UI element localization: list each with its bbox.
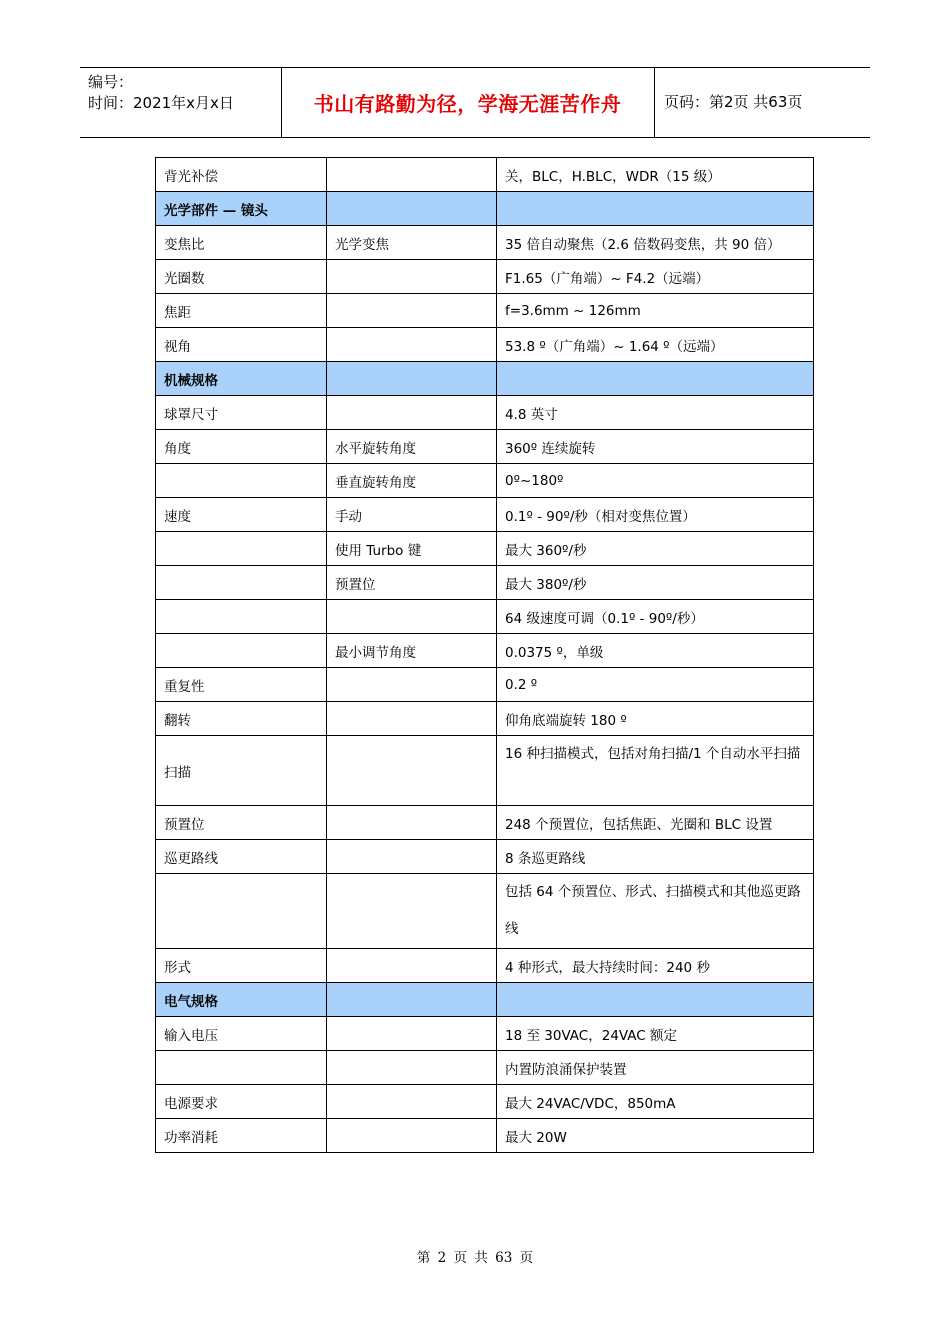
spec-subitem-cell — [327, 702, 497, 736]
header-divider-right — [654, 68, 655, 137]
spec-value-cell: 248 个预置位，包括焦距、光圈和 BLC 设置 — [497, 806, 814, 840]
spec-value-cell: 关，BLC，H.BLC，WDR（15 级） — [497, 158, 814, 192]
spec-name-cell: 电气规格 — [156, 983, 327, 1017]
spec-subitem-cell — [327, 840, 497, 874]
spec-name-cell — [156, 1051, 327, 1085]
table-row — [156, 736, 814, 806]
table-row — [156, 1017, 814, 1051]
page-footer: 第 2 页 共 63 页 — [416, 1250, 534, 1266]
spec-subitem-cell — [327, 294, 497, 328]
spec-name-cell: 功率消耗 — [156, 1119, 327, 1153]
spec-value-cell: 0.0375 º，单级 — [497, 634, 814, 668]
spec-name-cell — [156, 874, 327, 949]
spec-value-cell: 最大 380º/秒 — [497, 566, 814, 600]
spec-name-cell: 变焦比 — [156, 226, 327, 260]
spec-name-cell: 形式 — [156, 949, 327, 983]
spec-name-cell: 扫描 — [156, 736, 327, 806]
spec-subitem-cell: 使用 Turbo 键 — [327, 532, 497, 566]
spec-subitem-cell — [327, 668, 497, 702]
spec-subitem-cell — [327, 1119, 497, 1153]
table-row — [156, 430, 814, 464]
table-row — [156, 396, 814, 430]
spec-subitem-cell — [327, 362, 497, 396]
spec-subitem-cell: 垂直旋转角度 — [327, 464, 497, 498]
section-header-row — [156, 192, 814, 226]
spec-value-cell: 4 种形式，最大持续时间：240 秒 — [497, 949, 814, 983]
spec-subitem-cell — [327, 1085, 497, 1119]
spec-value-cell: 仰角底端旋转 180 º — [497, 702, 814, 736]
document-date-label: 时间：2021年x月x日 — [88, 94, 234, 112]
spec-value-cell: 18 至 30VAC，24VAC 额定 — [497, 1017, 814, 1051]
table-row — [156, 532, 814, 566]
spec-subitem-cell — [327, 1051, 497, 1085]
spec-name-cell — [156, 532, 327, 566]
table-row — [156, 806, 814, 840]
table-row — [156, 464, 814, 498]
spec-table-body — [156, 158, 814, 1153]
spec-value-cell: 4.8 英寸 — [497, 396, 814, 430]
spec-subitem-cell — [327, 396, 497, 430]
table-row — [156, 600, 814, 634]
spec-subitem-cell: 手动 — [327, 498, 497, 532]
header-motto: 书山有路勤为径，学海无涯苦作舟 — [313, 92, 622, 116]
spec-value-cell: F1.65（广角端）~ F4.2（远端） — [497, 260, 814, 294]
spec-name-cell: 电源要求 — [156, 1085, 327, 1119]
table-row — [156, 294, 814, 328]
table-row — [156, 158, 814, 192]
spec-name-cell: 球罩尺寸 — [156, 396, 327, 430]
spec-value-cell: 最大 24VAC/VDC，850mA — [497, 1085, 814, 1119]
table-row — [156, 328, 814, 362]
spec-value-cell: 360º 连续旋转 — [497, 430, 814, 464]
spec-name-cell — [156, 464, 327, 498]
spec-value-cell: 内置防浪涌保护装置 — [497, 1051, 814, 1085]
table-row — [156, 702, 814, 736]
spec-name-cell: 光圈数 — [156, 260, 327, 294]
spec-value-cell: 0.2 º — [497, 668, 814, 702]
table-row — [156, 566, 814, 600]
spec-subitem-cell: 预置位 — [327, 566, 497, 600]
table-row — [156, 840, 814, 874]
spec-name-cell: 角度 — [156, 430, 327, 464]
spec-value-cell: 8 条巡更路线 — [497, 840, 814, 874]
table-row — [156, 498, 814, 532]
table-row — [156, 1119, 814, 1153]
spec-subitem-cell — [327, 600, 497, 634]
spec-table — [155, 157, 814, 1153]
spec-subitem-cell — [327, 806, 497, 840]
spec-subitem-cell — [327, 874, 497, 949]
spec-subitem-cell — [327, 158, 497, 192]
spec-name-cell: 背光补偿 — [156, 158, 327, 192]
spec-value-cell: 35 倍自动聚焦（2.6 倍数码变焦，共 90 倍） — [497, 226, 814, 260]
spec-name-cell: 巡更路线 — [156, 840, 327, 874]
spec-value-cell: f=3.6mm ~ 126mm — [497, 294, 814, 328]
page-header — [80, 67, 870, 138]
spec-name-cell — [156, 566, 327, 600]
spec-value-cell: 64 级速度可调（0.1º - 90º/秒） — [497, 600, 814, 634]
spec-name-cell — [156, 600, 327, 634]
spec-subitem-cell — [327, 736, 497, 806]
spec-name-cell — [156, 634, 327, 668]
spec-subitem-cell — [327, 192, 497, 226]
spec-subitem-cell — [327, 983, 497, 1017]
table-row — [156, 260, 814, 294]
spec-name-cell: 速度 — [156, 498, 327, 532]
spec-subitem-cell — [327, 1017, 497, 1051]
table-row — [156, 668, 814, 702]
spec-value-cell — [497, 192, 814, 226]
section-header-row — [156, 362, 814, 396]
table-row — [156, 634, 814, 668]
spec-subitem-cell: 水平旋转角度 — [327, 430, 497, 464]
spec-name-cell: 预置位 — [156, 806, 327, 840]
spec-name-cell: 机械规格 — [156, 362, 327, 396]
spec-subitem-cell: 光学变焦 — [327, 226, 497, 260]
spec-value-cell: 包括 64 个预置位、形式、扫描模式和其他巡更路线 — [497, 874, 814, 949]
spec-name-cell: 视角 — [156, 328, 327, 362]
spec-name-cell: 重复性 — [156, 668, 327, 702]
table-row — [156, 1085, 814, 1119]
spec-name-cell: 焦距 — [156, 294, 327, 328]
section-header-row — [156, 983, 814, 1017]
table-row — [156, 1051, 814, 1085]
spec-name-cell: 光学部件 — 镜头 — [156, 192, 327, 226]
spec-value-cell: 最大 20W — [497, 1119, 814, 1153]
spec-value-cell: 0º~180º — [497, 464, 814, 498]
spec-subitem-cell: 最小调节角度 — [327, 634, 497, 668]
spec-value-cell: 53.8 º（广角端）~ 1.64 º（远端） — [497, 328, 814, 362]
spec-value-cell: 0.1º - 90º/秒（相对变焦位置） — [497, 498, 814, 532]
spec-subitem-cell — [327, 260, 497, 294]
spec-value-cell: 16 种扫描模式，包括对角扫描/1 个自动水平扫描 — [497, 736, 814, 806]
spec-value-cell: 最大 360º/秒 — [497, 532, 814, 566]
spec-name-cell: 输入电压 — [156, 1017, 327, 1051]
table-row — [156, 949, 814, 983]
header-meta — [88, 72, 234, 114]
spec-value-cell — [497, 362, 814, 396]
header-page-number: 页码：第2页 共63页 — [664, 93, 803, 111]
spec-subitem-cell — [327, 328, 497, 362]
spec-subitem-cell — [327, 949, 497, 983]
document-number-label: 编号： — [88, 73, 134, 91]
table-row — [156, 226, 814, 260]
spec-value-cell — [497, 983, 814, 1017]
spec-name-cell: 翻转 — [156, 702, 327, 736]
table-row — [156, 874, 814, 949]
